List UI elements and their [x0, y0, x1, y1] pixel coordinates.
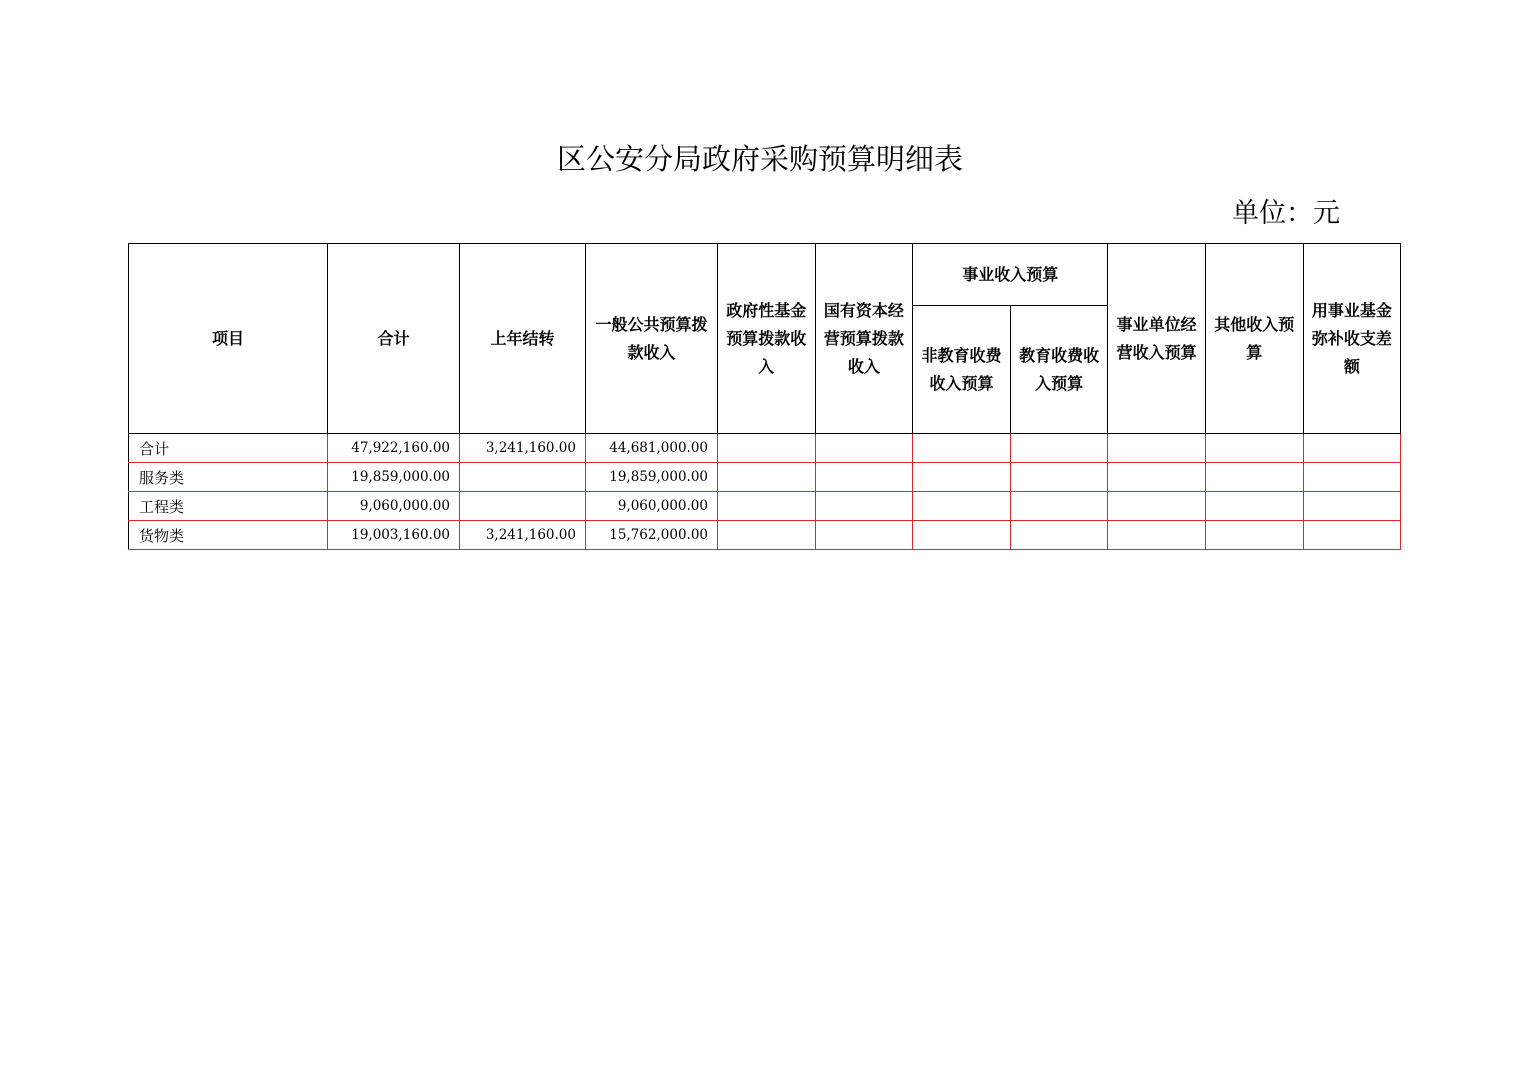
header-business-income-group: 事业收入预算 — [913, 244, 1108, 306]
row-non-edu-fee — [913, 521, 1011, 550]
row-non-edu-fee — [913, 434, 1011, 463]
row-non-edu-fee — [913, 463, 1011, 492]
row-state-capital — [815, 434, 913, 463]
row-general-public: 19,859,000.00 — [586, 463, 718, 492]
header-total: 合计 — [328, 244, 460, 434]
row-total: 19,003,160.00 — [328, 521, 460, 550]
row-edu-fee — [1010, 492, 1108, 521]
header-gov-fund: 政府性基金预算拨款收入 — [718, 244, 816, 434]
row-other-income — [1205, 463, 1303, 492]
row-total: 9,060,000.00 — [328, 492, 460, 521]
header-general-public: 一般公共预算拨款收入 — [586, 244, 718, 434]
row-item: 合计 — [129, 434, 328, 463]
row-fund-offset — [1303, 521, 1401, 550]
row-state-capital — [815, 492, 913, 521]
row-gov-fund — [718, 492, 816, 521]
row-prev-year — [460, 463, 586, 492]
row-edu-fee — [1010, 521, 1108, 550]
header-item: 项目 — [129, 244, 328, 434]
row-fund-offset — [1303, 492, 1401, 521]
row-other-income — [1205, 521, 1303, 550]
row-edu-fee — [1010, 434, 1108, 463]
row-unit-operating — [1108, 492, 1206, 521]
table-row — [129, 463, 1401, 492]
row-item: 货物类 — [129, 521, 328, 550]
row-non-edu-fee — [913, 492, 1011, 521]
row-item: 工程类 — [129, 492, 328, 521]
row-prev-year — [460, 492, 586, 521]
header-edu-fee: 教育收费收入预算 — [1010, 306, 1108, 434]
row-general-public: 44,681,000.00 — [586, 434, 718, 463]
header-state-capital: 国有资本经营预算拨款收入 — [815, 244, 913, 434]
header-non-edu-fee: 非教育收费收入预算 — [913, 306, 1011, 434]
header-other-income: 其他收入预算 — [1205, 244, 1303, 434]
header-prev-year: 上年结转 — [460, 244, 586, 434]
row-state-capital — [815, 463, 913, 492]
row-state-capital — [815, 521, 913, 550]
row-other-income — [1205, 492, 1303, 521]
row-general-public: 15,762,000.00 — [586, 521, 718, 550]
page-title: 区公安分局政府采购预算明细表 — [556, 142, 963, 176]
table-row — [129, 492, 1401, 521]
row-prev-year: 3,241,160.00 — [460, 521, 586, 550]
row-other-income — [1205, 434, 1303, 463]
row-total: 47,922,160.00 — [328, 434, 460, 463]
row-unit-operating — [1108, 463, 1206, 492]
budget-table — [128, 243, 1401, 550]
header-fund-offset: 用事业基金弥补收支差额 — [1303, 244, 1401, 434]
unit-label: 单位：元 — [1232, 198, 1340, 229]
row-gov-fund — [718, 463, 816, 492]
row-fund-offset — [1303, 463, 1401, 492]
row-general-public: 9,060,000.00 — [586, 492, 718, 521]
header-unit-operating: 事业单位经营收入预算 — [1108, 244, 1206, 434]
row-gov-fund — [718, 434, 816, 463]
row-unit-operating — [1108, 434, 1206, 463]
row-fund-offset — [1303, 434, 1401, 463]
row-edu-fee — [1010, 463, 1108, 492]
row-prev-year: 3,241,160.00 — [460, 434, 586, 463]
table-row — [129, 521, 1401, 550]
row-unit-operating — [1108, 521, 1206, 550]
row-gov-fund — [718, 521, 816, 550]
row-item: 服务类 — [129, 463, 328, 492]
table-row — [129, 434, 1401, 463]
row-total: 19,859,000.00 — [328, 463, 460, 492]
